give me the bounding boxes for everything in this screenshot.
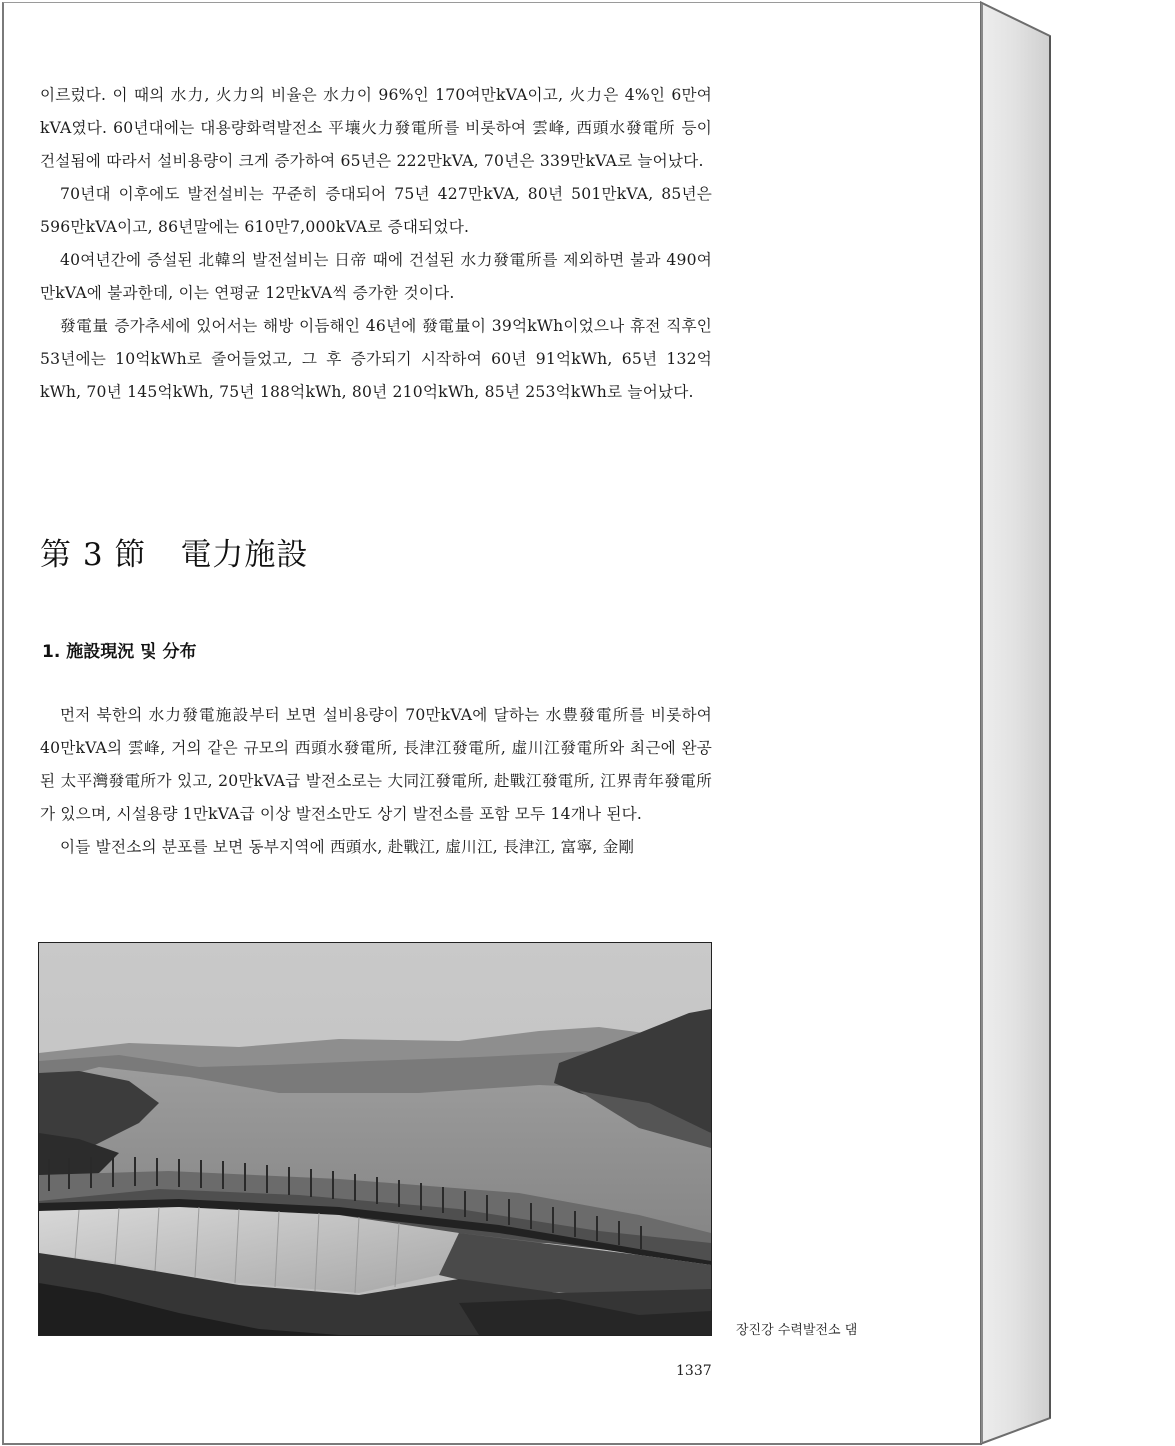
photo-caption: 장진강 수력발전소 댐: [736, 1323, 858, 1338]
document-page: [2, 2, 982, 1445]
dam-photo-graphic: [39, 943, 711, 1335]
book-spine-edge: [980, 0, 1175, 1446]
paragraph: 이들 발전소의 분포를 보면 동부지역에 西頭水, 赴戰江, 虛川江, 長津江, 富寧, 金剛: [60, 838, 635, 856]
section-number: 第 3 節: [40, 537, 147, 573]
body-text-top: [40, 79, 712, 409]
dam-photo: [38, 942, 712, 1336]
subsection-heading: 1. 施設現況 및 分布: [42, 642, 197, 662]
book-edge-graphic: [980, 0, 1175, 1446]
paragraph: 70년대 이후에도 발전설비는 꾸준히 증대되어 75년 427만kVA, 80년 501만kVA, 85년은 596만kVA이고, 86년말에는 610만7,000kVA로 증대되었다.: [40, 185, 712, 236]
page-number: 1337: [676, 1363, 712, 1379]
paragraph: 40여년간에 증설된 北韓의 발전설비는 日帝 때에 건설된 水力發電所를 제외하면 불과 490여만kVA에 불과한데, 이는 연평균 12만kVA씩 증가한 것이다.: [40, 251, 712, 302]
section-title: 電力施設: [180, 537, 309, 573]
paragraph: 이르렀다. 이 때의 水力, 火力의 비율은 水力이 96%인 170여만kVA이고, 火力은 4%인 6만여kVA였다. 60년대에는 대용량화력발전소 平壤火力發電所를 비롯하여 雲峰, 西頭水發電所 등이 건설됨에 따라서 설비용량이 크게 증가하여 65년은 222만kVA, 70년은 339만kVA로 늘어났다.: [40, 86, 712, 170]
paragraph: 發電量 증가추세에 있어서는 해방 이듬해인 46년에 發電量이 39억kWh이었으나 휴전 직후인 53년에는 10억kWh로 줄어들었고, 그 후 증가되기 시작하여 60년 91억kWh, 65년 132억kWh, 70년 145억kWh, 75년 188억kWh, 80년 210억kWh, 85년 253억kWh로 늘어났다.: [40, 317, 712, 401]
body-text-bottom: [40, 699, 712, 864]
paragraph: 먼저 북한의 水力發電施設부터 보면 설비용량이 70만kVA에 달하는 水豊發電所를 비롯하여 40만kVA의 雲峰, 거의 같은 규모의 西頭水發電所, 長津江發電所, 虛川江發電所와 최근에 완공된 太平灣發電所가 있고, 20만kVA급 발전소로는 大同江發電所, 赴戰江發電所, 江界靑年發電所가 있으며, 시설용량 1만kVA급 이상 발전소만도 상기 발전소를 포함 모두 14개나 된다.: [40, 706, 712, 823]
section-heading: [40, 529, 308, 574]
